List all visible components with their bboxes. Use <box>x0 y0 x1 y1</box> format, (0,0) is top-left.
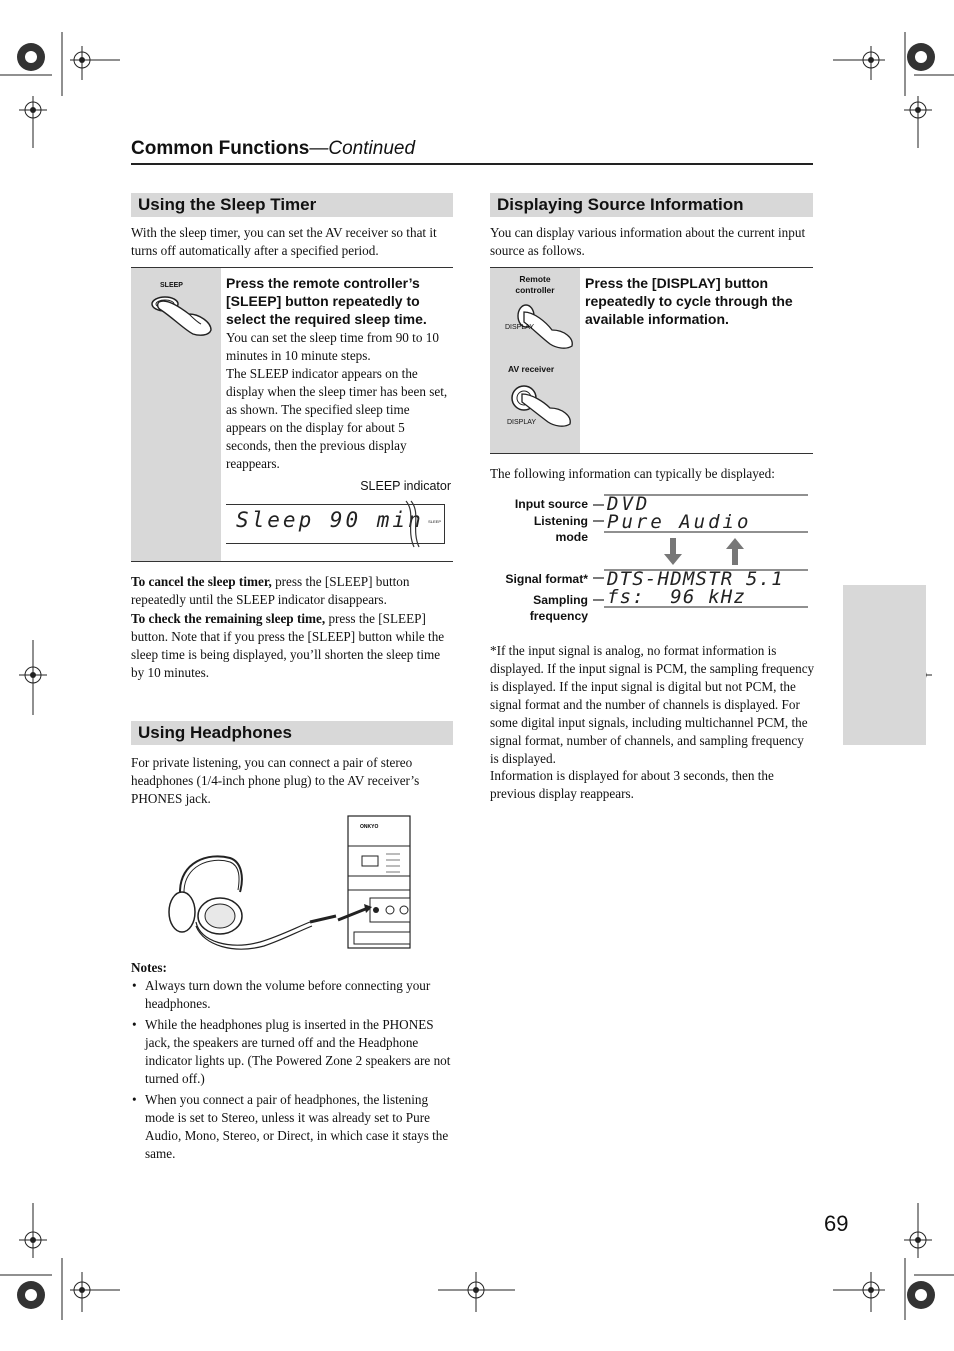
sleep-lcd-text: Sleep 90 min <box>236 508 424 532</box>
finger-press-icon <box>145 288 215 338</box>
sleep-cancel-bold: To cancel the sleep timer, <box>131 574 272 589</box>
notes-title: Notes: <box>131 960 167 975</box>
side-tab <box>843 585 926 745</box>
note-item: • While the headphones plug is inserted in the PHONES jack, the speakers are turned off and the Headphone indicator lights up. (The Powered Zone 2 speakers are not turned off.) <box>145 1016 453 1088</box>
remote-controller-label: Remote controller <box>515 274 555 295</box>
headphones-illustration <box>160 812 412 957</box>
lcd2-line1: DTS-HDMSTR 5.1 <box>607 568 784 590</box>
label-listening-mode: Listening mode <box>533 514 588 544</box>
label-signal-format: Signal format* <box>505 572 588 586</box>
display-footnote: *If the input signal is analog, no format information is displayed. If the input signal is PCM, the sampling frequency is displayed. If the input signal is digital but not PCM, the signal format and the number of channels is displayed. For some digital input signals, including multichannel PCM, the signal format, number of channels, and sampling frequency is displayed. <box>490 643 815 766</box>
sleep-cancel-rest: press the [SLEEP] button repeatedly until the SLEEP indicator disappears. <box>131 574 410 607</box>
sleep-check-rest: press the [SLEEP] button. Note that if you press the [SLEEP] button while the sleep time is being displayed, you’ll shorten the sleep time by 10 minutes. <box>131 611 445 680</box>
remote-display-button-label: DISPLAY <box>505 324 535 331</box>
sleep-lcd-indicator: SLEEP <box>428 519 441 524</box>
header-title: Common Functions <box>131 138 310 159</box>
av-receiver-label: AV receiver <box>508 364 555 374</box>
lcd1-line2: Pure Audio <box>607 511 752 533</box>
sleep-step-box <box>131 267 453 562</box>
registration-mark-top-right <box>833 32 954 148</box>
display-intro: You can display various information about the current input source as follows. <box>490 225 806 258</box>
lcd1-line1: DVD <box>607 493 651 515</box>
note-item: • Always turn down the volume before connecting your headphones. <box>145 977 453 1013</box>
header-continued: —Continued <box>309 138 416 159</box>
display-step-instruction: Press the [DISPLAY] button repeatedly to cycle through the available information. <box>585 275 793 327</box>
up-arrow-icon <box>726 538 744 565</box>
label-sampling-frequency: Sampling frequency <box>529 593 588 623</box>
sleep-step-text-1: You can set the sleep time from 90 to 10 minutes in 10 minute steps. <box>226 330 439 363</box>
sleep-indicator-label: SLEEP indicator <box>360 479 451 493</box>
lcd-break-marks <box>402 499 426 549</box>
sleep-check-text <box>131 610 453 682</box>
headphones-icon <box>169 856 242 934</box>
sleep-icon-column <box>131 268 221 561</box>
display-following-text: The following information can typically be displayed: <box>490 466 775 481</box>
registration-mark-top-left <box>0 32 120 148</box>
sleep-section-heading: Using the Sleep Timer <box>131 193 453 217</box>
headphones-section-heading: Using Headphones <box>131 721 453 745</box>
sleep-intro: With the sleep timer, you can set the AV receiver so that it turns off automatically after a specified period. <box>131 225 437 258</box>
page-number: 69 <box>824 1211 849 1236</box>
registration-mark-bottom-center <box>438 1272 515 1312</box>
label-input-source: Input source <box>514 497 588 511</box>
note-item: • When you connect a pair of headphones, the listening mode is set to Stereo, unless it was already set to Pure Audio, Mono, Stereo, or Direct, in which case it stays the same. <box>145 1091 453 1163</box>
headphones-intro: For private listening, you can connect a pair of stereo headphones (1/4-inch phone plug) to the AV receiver’s PHONES jack. <box>131 755 420 806</box>
sleep-step-text-2: The SLEEP indicator appears on the display when the sleep timer has been set, as shown. The specified sleep time appears on the display for about 5 seconds, then the previous display reappears. <box>226 366 448 471</box>
display-info-diagram <box>490 492 813 632</box>
registration-mark-bottom-right <box>833 1203 954 1320</box>
sleep-cancel-text <box>131 573 453 609</box>
display-info-duration: Information is displayed for about 3 seconds, then the previous display reappears. <box>490 768 774 801</box>
receiver-display-button-label: DISPLAY <box>507 419 537 426</box>
sleep-button-label: SLEEP <box>160 282 183 289</box>
display-icon-column <box>490 268 580 453</box>
receiver-brand: ONKYO <box>360 824 379 830</box>
page-header <box>131 138 415 160</box>
down-arrow-icon <box>664 538 682 565</box>
sleep-check-bold: To check the remaining sleep time, <box>131 611 326 626</box>
lcd2-line2: fs: 96 kHz <box>607 586 747 608</box>
display-section-heading: Displaying Source Information <box>490 193 813 217</box>
registration-mark-bottom-left <box>0 1203 120 1320</box>
display-step-box <box>490 267 813 454</box>
registration-mark-mid-left <box>19 640 47 715</box>
sleep-lcd-display <box>226 504 445 544</box>
av-receiver-front <box>348 816 410 948</box>
header-rule <box>131 163 813 165</box>
notes-block <box>131 959 453 1166</box>
notes-list <box>131 977 453 1163</box>
sleep-step-instruction: Press the remote controller’s [SLEEP] button repeatedly to select the required sleep time. <box>226 275 427 327</box>
